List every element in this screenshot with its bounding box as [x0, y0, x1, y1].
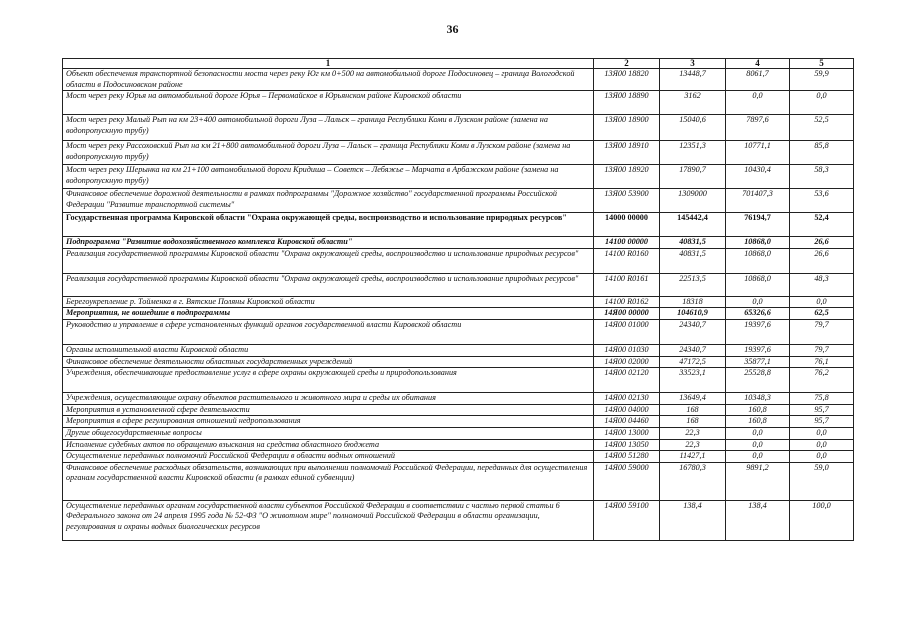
table-row	[63, 344, 854, 356]
row-plan: 12351,3	[660, 141, 726, 165]
table-row	[63, 273, 854, 296]
row-actual: 0,0	[726, 91, 790, 115]
table-row	[63, 404, 854, 416]
row-code: 13Я00 18820	[594, 69, 660, 91]
row-plan: 168	[660, 404, 726, 416]
row-code: 14100 00000	[594, 237, 660, 249]
row-name: Финансовое обеспечение деятельности областных государственных учреждений	[63, 356, 594, 368]
row-name: Реализация государственной программы Кировской области "Охрана окружающей среды, воспроизводство и использование природных ресурсов"	[63, 273, 594, 296]
row-code: 14Я00 02130	[594, 393, 660, 405]
row-plan: 24340,7	[660, 319, 726, 344]
row-name: Финансовое обеспечение расходных обязательств, возникающих при выполнении полномочий Российской Федерации, переданных для осуществления органам государственной власти Кировской области (в рамках единой субвенции)	[63, 462, 594, 500]
row-percent: 0,0	[790, 451, 854, 463]
row-code: 14Я00 04000	[594, 404, 660, 416]
row-plan: 24340,7	[660, 344, 726, 356]
row-plan: 22,3	[660, 439, 726, 451]
row-name: Руководство и управление в сфере установленных функций органов государственной власти Кировской области	[63, 319, 594, 344]
row-name: Другие общегосударственные вопросы	[63, 427, 594, 439]
row-percent: 59,0	[790, 462, 854, 500]
table-row	[63, 165, 854, 189]
row-actual: 138,4	[726, 500, 790, 540]
row-actual: 65326,6	[726, 308, 790, 320]
row-percent: 85,8	[790, 141, 854, 165]
row-name: Мост через реку Юрья на автомобильной дороге Юрья – Первомайское в Юрьянском районе Кировской области	[63, 91, 594, 115]
row-percent: 52,4	[790, 213, 854, 237]
row-percent: 76,1	[790, 356, 854, 368]
row-actual: 19397,6	[726, 344, 790, 356]
row-plan: 1309000	[660, 189, 726, 213]
row-plan: 40831,5	[660, 248, 726, 273]
row-percent: 53,6	[790, 189, 854, 213]
row-actual: 10430,4	[726, 165, 790, 189]
table-row	[63, 393, 854, 405]
table-row	[63, 115, 854, 141]
row-percent: 95,7	[790, 404, 854, 416]
row-plan: 18318	[660, 296, 726, 308]
row-percent: 0,0	[790, 439, 854, 451]
row-actual: 160,8	[726, 416, 790, 428]
row-code: 13Я00 18890	[594, 91, 660, 115]
row-actual: 10868,0	[726, 273, 790, 296]
row-plan: 145442,4	[660, 213, 726, 237]
row-percent: 62,5	[790, 308, 854, 320]
table-row	[63, 141, 854, 165]
row-name: Учреждения, обеспечивающие предоставление услуг в сфере охраны окружающей среды и природопользования	[63, 368, 594, 393]
row-actual: 0,0	[726, 296, 790, 308]
row-name: Реализация государственной программы Кировской области "Охрана окружающей среды, воспроизводство и использование природных ресурсов"	[63, 248, 594, 273]
row-code: 14000 00000	[594, 213, 660, 237]
row-plan: 138,4	[660, 500, 726, 540]
row-name: Осуществление переданных органам государственной власти субъектов Российской Федерации в соответствии с частью первой статьи 6 Федерального закона от 24 апреля 1995 года № 52-ФЗ "О животном мире" полномочий Российской Федерации в области организации, регулирования и охраны водных биологических ресурсов	[63, 500, 594, 540]
table-row	[63, 356, 854, 368]
row-actual: 25528,8	[726, 368, 790, 393]
row-actual: 76194,7	[726, 213, 790, 237]
row-percent: 79,7	[790, 344, 854, 356]
row-actual: 10868,0	[726, 237, 790, 249]
table-row	[63, 308, 854, 320]
row-plan: 104610,9	[660, 308, 726, 320]
budget-table	[62, 58, 854, 541]
row-percent: 48,3	[790, 273, 854, 296]
page-number: 36	[446, 22, 459, 36]
row-name: Мост через реку Рассоховский Рып на км 21+800 автомобильной дороги Луза – Лальск – граница Республики Коми в Лузском районе (замена на водопропускную трубу)	[63, 141, 594, 165]
row-percent: 100,0	[790, 500, 854, 540]
row-plan: 40831,5	[660, 237, 726, 249]
table-row	[63, 427, 854, 439]
table-row	[63, 213, 854, 237]
row-name: Осуществление переданных полномочий Российской Федерации в области водных отношений	[63, 451, 594, 463]
row-name: Учреждения, осуществляющие охрану объектов растительного и животного мира и среды их обитания	[63, 393, 594, 405]
column-header: 5	[790, 59, 854, 69]
row-actual: 0,0	[726, 439, 790, 451]
row-code: 14Я00 00000	[594, 308, 660, 320]
row-code: 14Я00 51280	[594, 451, 660, 463]
table-row	[63, 237, 854, 249]
row-code: 14100 R0161	[594, 273, 660, 296]
row-code: 13Я00 18920	[594, 165, 660, 189]
row-percent: 58,3	[790, 165, 854, 189]
row-name: Государственная программа Кировской области "Охрана окружающей среды, воспроизводство и использование природных ресурсов"	[63, 213, 594, 237]
row-code: 14100 R0160	[594, 248, 660, 273]
row-actual: 19397,6	[726, 319, 790, 344]
table-row	[63, 69, 854, 91]
row-plan: 13649,4	[660, 393, 726, 405]
row-plan: 168	[660, 416, 726, 428]
row-percent: 76,2	[790, 368, 854, 393]
row-name: Мероприятия в сфере регулирования отношений недропользования	[63, 416, 594, 428]
column-header: 3	[660, 59, 726, 69]
row-actual: 7897,6	[726, 115, 790, 141]
row-actual: 0,0	[726, 451, 790, 463]
row-code: 14Я00 01000	[594, 319, 660, 344]
table-row	[63, 248, 854, 273]
row-actual: 10348,3	[726, 393, 790, 405]
row-code: 14100 R0162	[594, 296, 660, 308]
row-code: 13Я00 18900	[594, 115, 660, 141]
table-row	[63, 368, 854, 393]
header-row	[63, 59, 854, 69]
row-code: 13Я00 53900	[594, 189, 660, 213]
row-actual: 701407,3	[726, 189, 790, 213]
row-percent: 0,0	[790, 91, 854, 115]
table-row	[63, 451, 854, 463]
row-actual: 9891,2	[726, 462, 790, 500]
row-percent: 59,9	[790, 69, 854, 91]
row-percent: 0,0	[790, 427, 854, 439]
row-name: Объект обеспечения транспортной безопасности моста через реку Юг км 0+500 на автомобильной дороге Подосиновец – граница Вологодской области в Подосиновском районе	[63, 69, 594, 91]
row-code: 14Я00 02120	[594, 368, 660, 393]
column-header: 1	[63, 59, 594, 69]
row-name: Финансовое обеспечение дорожной деятельности в рамках подпрограммы "Дорожное хозяйство" государственной программы Российской Федерации "Развитие транспортной системы"	[63, 189, 594, 213]
row-actual: 8061,7	[726, 69, 790, 91]
row-name: Мост через реку Шерынка на км 21+100 автомобильной дороги Кридиша – Советск – Лебяжье – Марчата в Арбажском районе (замена на водопропускную трубу)	[63, 165, 594, 189]
row-plan: 22,3	[660, 427, 726, 439]
row-percent: 26,6	[790, 237, 854, 249]
table-row	[63, 91, 854, 115]
row-plan: 15040,6	[660, 115, 726, 141]
row-name: Мероприятия, не вошедшие в подпрограммы	[63, 308, 594, 320]
row-actual: 160,8	[726, 404, 790, 416]
row-plan: 13448,7	[660, 69, 726, 91]
table-row	[63, 462, 854, 500]
row-plan: 22513,5	[660, 273, 726, 296]
row-plan: 3162	[660, 91, 726, 115]
row-name: Мероприятия в установленной сфере деятельности	[63, 404, 594, 416]
row-name: Подпрограмма "Развитие водохозяйственного комплекса Кировской области"	[63, 237, 594, 249]
row-plan: 47172,5	[660, 356, 726, 368]
row-percent: 26,6	[790, 248, 854, 273]
row-percent: 95,7	[790, 416, 854, 428]
row-name: Берегоукрепление р. Тойменка в г. Вятские Поляны Кировской области	[63, 296, 594, 308]
row-code: 14Я00 59100	[594, 500, 660, 540]
row-code: 14Я00 13050	[594, 439, 660, 451]
row-name: Органы исполнительной власти Кировской области	[63, 344, 594, 356]
row-actual: 35877,1	[726, 356, 790, 368]
row-plan: 17890,7	[660, 165, 726, 189]
row-actual: 0,0	[726, 427, 790, 439]
row-actual: 10868,0	[726, 248, 790, 273]
table-row	[63, 319, 854, 344]
row-code: 14Я00 13000	[594, 427, 660, 439]
table-row	[63, 296, 854, 308]
row-code: 14Я00 04460	[594, 416, 660, 428]
row-percent: 52,5	[790, 115, 854, 141]
table-row	[63, 416, 854, 428]
column-header: 2	[594, 59, 660, 69]
row-plan: 16780,3	[660, 462, 726, 500]
row-code: 14Я00 02000	[594, 356, 660, 368]
row-plan: 11427,1	[660, 451, 726, 463]
row-plan: 33523,1	[660, 368, 726, 393]
table-row	[63, 189, 854, 213]
row-name: Мост через реку Малый Рып на км 23+400 автомобильной дороги Луза – Лальск – граница Республики Коми в Лузском районе (замена на водопропускную трубу)	[63, 115, 594, 141]
row-name: Исполнение судебных актов по обращению взыскания на средства областного бюджета	[63, 439, 594, 451]
row-percent: 0,0	[790, 296, 854, 308]
table-row	[63, 500, 854, 540]
column-header: 4	[726, 59, 790, 69]
row-percent: 79,7	[790, 319, 854, 344]
row-code: 14Я00 01030	[594, 344, 660, 356]
row-code: 14Я00 59000	[594, 462, 660, 500]
row-code: 13Я00 18910	[594, 141, 660, 165]
table-row	[63, 439, 854, 451]
row-percent: 75,8	[790, 393, 854, 405]
row-actual: 10771,1	[726, 141, 790, 165]
